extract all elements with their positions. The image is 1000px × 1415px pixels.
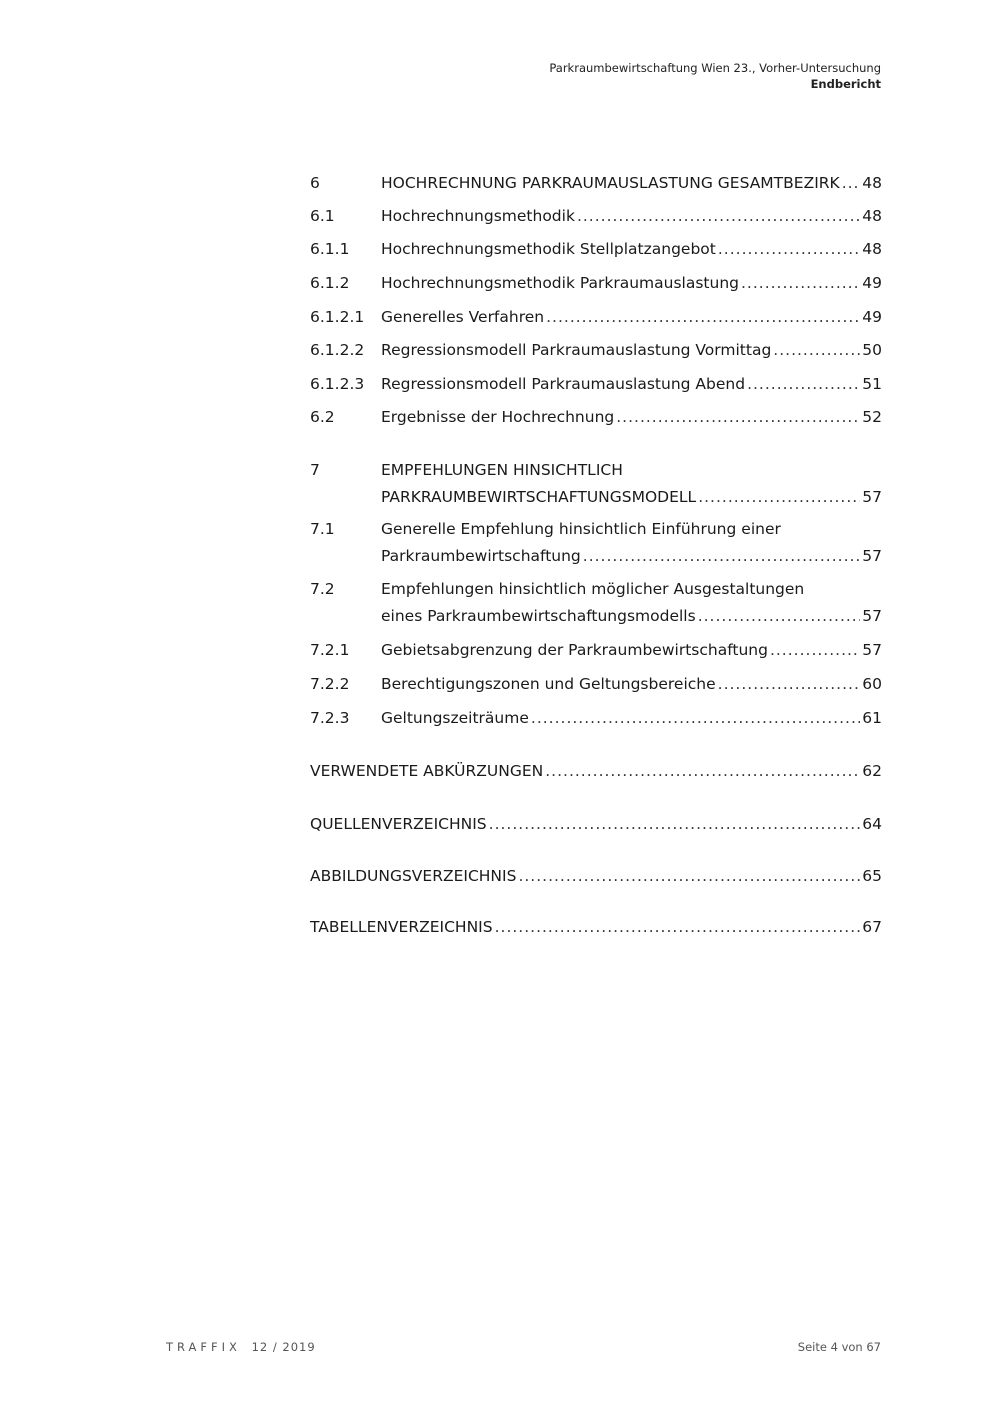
toc-entry-quellen[interactable] [310,811,882,838]
page-number: Seite 4 von 67 [797,1340,881,1354]
toc-leader [518,863,860,890]
toc-title-line-1: Empfehlungen hinsichtlich möglicher Ausgestaltungen [381,580,805,598]
toc-leader [718,236,860,263]
toc-leader [577,203,860,230]
toc-title: HOCHRECHNUNG PARKRAUMAUSLASTUNG GESAMTBEZIRK [381,174,840,192]
toc-entry-6-1-1[interactable] [310,236,882,263]
toc-leader [495,914,861,941]
toc-page: 48 [862,240,882,258]
toc-title-line-1: EMPFEHLUNGEN HINSICHTLICH [381,461,623,479]
toc-page: 67 [862,918,882,936]
toc-page: 57 [862,641,882,659]
toc-title-line-1: Generelle Empfehlung hinsichtlich Einführung einer [381,520,781,538]
toc-entry-tabellen[interactable] [310,914,882,941]
toc-leader [531,705,860,732]
toc-leader [773,337,860,364]
toc-entry-6-1[interactable] [310,203,882,230]
toc-page: 51 [862,375,882,393]
document-title: Parkraumbewirtschaftung Wien 23., Vorher-Untersuchung [549,61,881,75]
toc-number: 6 [310,174,320,192]
toc-page: 49 [862,308,882,326]
toc-page: 48 [862,174,882,192]
toc-number: 6.1.2.2 [310,341,365,359]
toc-number: 7 [310,461,320,479]
toc-number: 6.1.1 [310,240,350,258]
toc-page: 57 [862,607,882,625]
toc-title: Berechtigungszonen und Geltungsbereiche [381,675,716,693]
toc-entry-7-2[interactable] [310,576,882,630]
page-header [549,60,881,92]
toc-page: 65 [862,867,882,885]
toc-number: 7.2.3 [310,709,350,727]
toc-entry-7[interactable] [310,457,882,511]
toc-leader [616,404,860,431]
toc-page: 50 [862,341,882,359]
toc-entry-6-2[interactable] [310,404,882,431]
toc-number: 6.2 [310,408,335,426]
toc-number: 7.2.2 [310,675,350,693]
toc-title: TABELLENVERZEICHNIS [310,918,493,936]
toc-entry-6-1-2-3[interactable] [310,371,882,398]
toc-leader [842,170,861,197]
toc-title: Regressionsmodell Parkraumauslastung Vormittag [381,341,772,359]
toc-entry-abkuerzungen[interactable] [310,758,882,785]
toc-number: 6.1.2.1 [310,308,365,326]
toc-entry-6-1-2-2[interactable] [310,337,882,364]
toc-number: 7.2.1 [310,641,350,659]
toc-title-line-2: PARKRAUMBEWIRTSCHAFTUNGSMODELL [381,488,697,506]
toc-leader [698,603,861,630]
toc-leader [698,484,860,511]
toc-page: 57 [862,488,882,506]
toc-title: Geltungszeiträume [381,709,529,727]
document-date: 12 / 2019 [251,1340,316,1354]
toc-title: VERWENDETE ABKÜRZUNGEN [310,762,544,780]
toc-page: 49 [862,274,882,292]
toc-title: QUELLENVERZEICHNIS [310,815,487,833]
toc-leader [583,543,860,570]
toc-title: Hochrechnungsmethodik [381,207,575,225]
toc-page: 61 [862,709,882,727]
toc-number: 7.1 [310,520,335,538]
toc-title: Gebietsabgrenzung der Parkraumbewirtschaftung [381,641,768,659]
toc-leader [545,758,860,785]
toc-number: 6.1 [310,207,335,225]
toc-title: ABBILDUNGSVERZEICHNIS [310,867,517,885]
toc-page: 57 [862,547,882,565]
toc-page: 48 [862,207,882,225]
page-footer-left [166,1340,316,1354]
toc-title: Hochrechnungsmethodik Stellplatzangebot [381,240,716,258]
toc-title: Generelles Verfahren [381,308,545,326]
toc-leader [741,270,860,297]
toc-title-line-2: Parkraumbewirtschaftung [381,547,581,565]
toc-entry-6-1-2[interactable] [310,270,882,297]
toc-title: Ergebnisse der Hochrechnung [381,408,615,426]
toc-number: 6.1.2.3 [310,375,365,393]
toc-entry-7-1[interactable] [310,516,882,570]
document-subtitle: Endbericht [810,77,881,91]
toc-entry-7-2-2[interactable] [310,671,882,698]
brand-name: TRAFFIX [166,1340,241,1354]
toc-entry-7-2-1[interactable] [310,637,882,664]
toc-leader [718,671,861,698]
toc-title: Regressionsmodell Parkraumauslastung Abend [381,375,746,393]
toc-leader [546,304,860,331]
toc-entry-abbildungen[interactable] [310,863,882,890]
toc-leader [747,371,860,398]
toc-page: 64 [862,815,882,833]
toc-title: Hochrechnungsmethodik Parkraumauslastung [381,274,739,292]
toc-page: 62 [862,762,882,780]
toc-entry-7-2-3[interactable] [310,705,882,732]
toc-page: 60 [862,675,882,693]
toc-number: 7.2 [310,580,335,598]
toc-entry-6[interactable] [310,170,882,197]
toc-number: 6.1.2 [310,274,350,292]
toc-title-line-2: eines Parkraumbewirtschaftungsmodells [381,607,696,625]
toc-leader [489,811,861,838]
toc-page: 52 [862,408,882,426]
toc-leader [770,637,860,664]
toc-entry-6-1-2-1[interactable] [310,304,882,331]
